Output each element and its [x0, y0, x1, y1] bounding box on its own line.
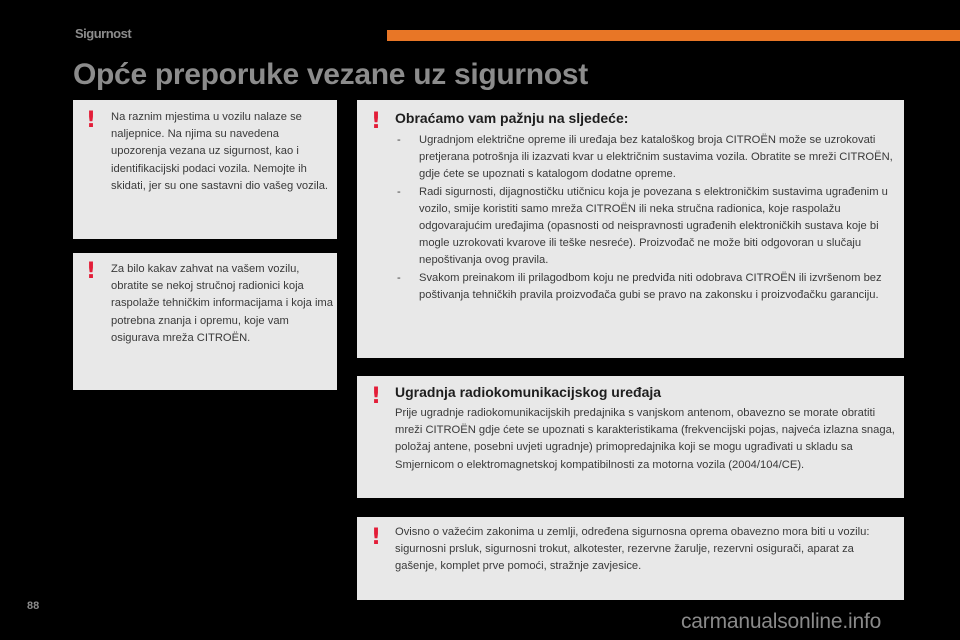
info-box-equipment: [357, 517, 904, 600]
header-accent-bar: [387, 30, 960, 41]
box-heading: Ugradnja radiokomunikacijskog uređaja: [395, 384, 662, 400]
section-label: Sigurnost: [75, 26, 132, 41]
list-item: - Radi sigurnosti, dijagnostičku utičnicu koja je povezana s elektroničkim sustavima ugrađenim u vozilo, smije koristiti samo mreža CITROËN ili neka stručna radionica, koje raspolažu odgovarajućim uređajima (opasnosti od neispravnosti ugrađenih elektroničkih sustava koje bi mogle uzrokovati kvarove ili teške nesreće). Proizvođač ne može biti odgovoran u slučaju nepoštivanja ovog pravila.: [397, 184, 897, 270]
info-box-radio: [357, 376, 904, 498]
attention-list: [397, 132, 897, 304]
warning-icon: !: [371, 384, 382, 409]
box-text: Na raznim mjestima u vozilu nalaze se naljepnice. Na njima su navedena upozorenja vezana uz sigurnost, kao i identifikacijski podaci vozila. Nemojte ih skidati, jer su one sastavni dio vašeg vozila.: [111, 111, 329, 192]
info-box-workshop: [73, 253, 337, 390]
box-heading: Obraćamo vam pažnju na sljedeće:: [395, 110, 629, 126]
watermark: carmanualsonline.info: [681, 610, 882, 633]
warning-icon: !: [86, 108, 97, 133]
list-item: - Ugradnjom električne opreme ili uređaja bez kataloškog broja CITROËN može se uzrokovati pretjerana potrošnja ili izazvati kvar u električnim sustavima vozila. Obratite se mreži CITROËN, gdje ćete se upoznati s katalogom dodatne opreme.: [397, 132, 897, 184]
box-text: Ovisno o važećim zakonima u zemlji, određena sigurnosna oprema obavezno mora biti u vozilu: sigurnosni prsluk, sigurnosni trokut, alkotester, rezervne žarulje, rezervni osigurači, aparat za gašenje, komplet prve pomoći, stražnje zavjesice.: [395, 526, 870, 573]
info-box-labels: [73, 100, 337, 239]
box-text: Za bilo kakav zahvat na vašem vozilu, obratite se nekoj stručnoj radionici koja raspolaže tehničkim informacijama i koja ima potrebna znanja i opremu, koje vam osigurava mreža CITROËN.: [111, 263, 333, 344]
warning-icon: !: [86, 259, 97, 284]
info-box-attention: [357, 100, 904, 358]
page-number: 88: [27, 600, 40, 612]
page-title: Opće preporuke vezane uz sigurnost: [73, 58, 588, 91]
box-text: Prije ugradnje radiokomunikacijskih predajnika s vanjskom antenom, obavezno se morate obratiti mreži CITROËN gdje ćete se upoznati s karakteristikama (frekvencijski pojas, najveća izlazna snaga, položaj antene, posebni uvjeti ugradnje) primopredajnika koji se mogu ugrađivati u skladu sa Smjernicom o elektromagnetskoj kompatibilnosti za motorna vozila (2004/104/CE).: [395, 407, 895, 471]
list-item: - Svakom preinakom ili prilagodbom koju ne predviđa niti odobrava CITROËN ili izvršenom bez poštivanja tehničkih pravila proizvođača gubi se pravo na zakonsku i proizvođačku garanciju.: [397, 270, 897, 304]
warning-icon: !: [371, 525, 382, 550]
warning-icon: !: [371, 109, 382, 134]
